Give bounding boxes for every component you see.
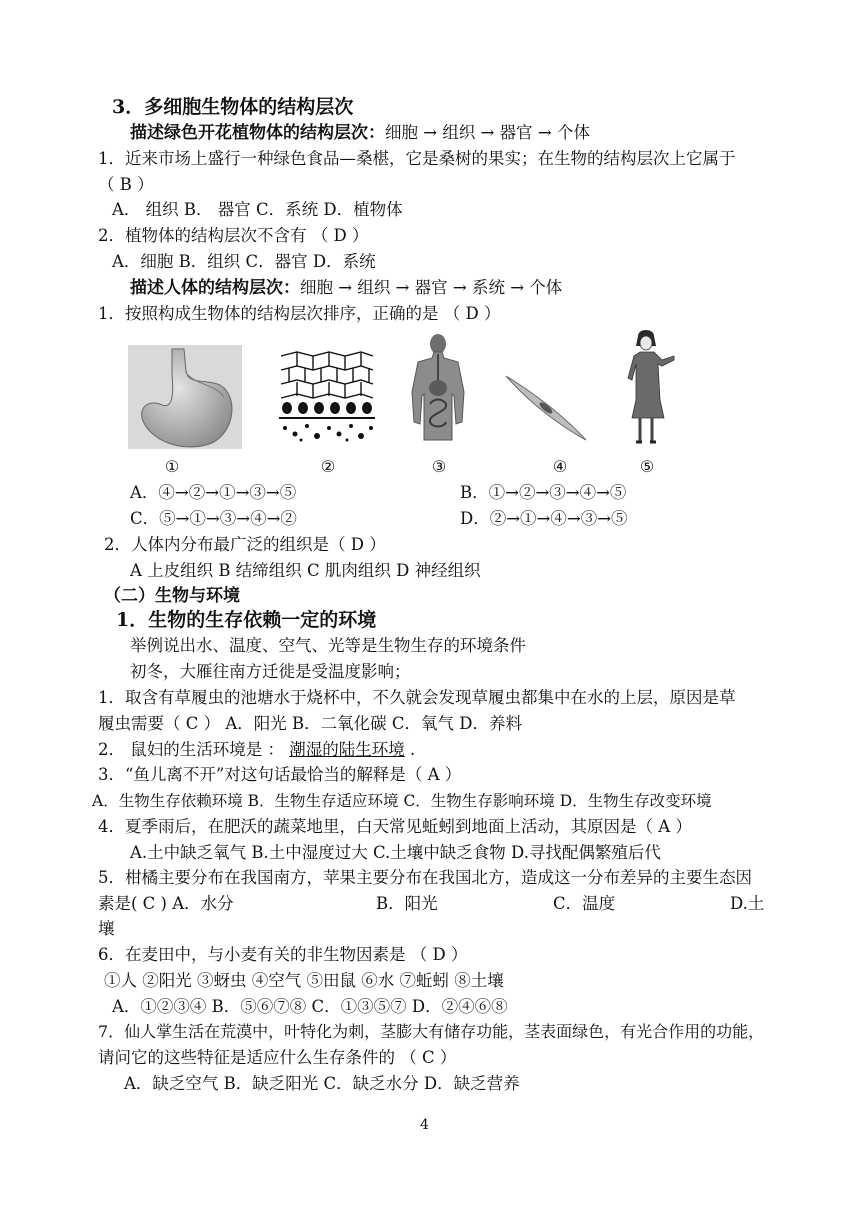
human-hierarchy-line (130, 277, 562, 299)
question-text: 3．“鱼儿离不开”对这句话最恰当的解释是（ A ） (98, 765, 462, 784)
figure-label: ④ (552, 457, 568, 476)
question-options: A．缺乏空气 B．缺乏阳光 C．缺乏水分 D．缺乏营养 (124, 1074, 520, 1093)
paragraph: 初冬，大雁往南方迁徙是受温度影响； (130, 662, 411, 681)
option-c: C．温度 (553, 894, 616, 913)
question-options: A．细胞 B．组织 C．器官 D．系统 (112, 252, 376, 271)
plant-hierarchy-label: 描述绿色开花植物体的结构层次： (130, 123, 385, 143)
subsection-title: 1．生物的生存依赖一定的环境 (116, 609, 377, 631)
question-options: A． 组织 B． 器官 C．系统 D．植物体 (112, 200, 403, 219)
plant-hierarchy-line (130, 122, 590, 144)
section-title: 3．多细胞生物体的结构层次 (112, 96, 354, 118)
option-b: B．阳光 (376, 894, 438, 913)
figure-label: ③ (431, 457, 447, 476)
option-d: D．②→①→④→③→⑤ (460, 509, 628, 528)
stomach-figure (128, 345, 242, 449)
human-hierarchy-sequence: 细胞 → 组织 → 器官 → 系统 → 个体 (300, 278, 563, 297)
question-text: 履虫需要（ C ） A．阳光 B．二氧化碳 C．氧气 D．养料 (98, 714, 522, 733)
page-number: 4 (420, 1117, 429, 1133)
question-text: 素是( C ) A．水分 (98, 894, 234, 913)
question-text: 1．取含有草履虫的池塘水于烧杯中，不久就会发现草履虫都集中在水的上层，原因是草 (98, 688, 736, 707)
epithelial-tissue-figure (277, 348, 377, 444)
question-text: 4．夏季雨后，在肥沃的蔬菜地里，白天常见蚯蚓到地面上活动，其原因是（ A ） (98, 817, 692, 836)
underlined-answer: 潮湿的陆生环境 (289, 740, 405, 759)
question-answer: （ B ） (98, 175, 154, 194)
question-options: A．生物生存依赖环境 B．生物生存适应环境 C．生物生存影响环境 D．生物生存改变环境 (92, 792, 712, 810)
figure-label: ② (320, 457, 336, 476)
question-text: 5．柑橘主要分布在我国南方，苹果主要分布在我国北方，造成这一分布差异的主要生态因 (98, 868, 752, 887)
plant-hierarchy-sequence: 细胞 → 组织 → 器官 → 个体 (385, 123, 590, 142)
question-text: 2．人体内分布最广泛的组织是（ D ） (104, 535, 386, 554)
option-c: C．⑤→①→③→④→② (130, 509, 297, 528)
human-hierarchy-label: 描述人体的结构层次： (130, 278, 300, 298)
paragraph: 举例说出水、温度、空气、光等是生物生存的环境条件 (130, 636, 526, 655)
question-text: 6．在麦田中，与小麦有关的非生物因素是 （ D ） (98, 945, 468, 964)
person-figure (624, 330, 676, 448)
option-b: B．①→②→③→④→⑤ (460, 483, 627, 502)
question-options: A.土中缺乏氧气 B.土中湿度过大 C.土壤中缺乏食物 D.寻找配偶繁殖后代 (130, 843, 661, 862)
muscle-cell-figure (502, 370, 590, 446)
section-title: （二）生物与环境 (104, 586, 240, 606)
question-text: 2．植物体的结构层次不含有 （ D ） (98, 226, 369, 245)
question-text: 请问它的这些特征是适应什么生存条件的 （ C ） (98, 1048, 457, 1067)
option-a: A．④→②→①→③→⑤ (130, 483, 297, 502)
question-options: A 上皮组织 B 结缔组织 C 肌肉组织 D 神经组织 (130, 561, 481, 580)
question-text: 7．仙人掌生活在荒漠中，叶特化为刺，茎膨大有储存功能，茎表面绿色，有光合作用的功能， (98, 1022, 765, 1041)
question-options: A．①②③④ B．⑤⑥⑦⑧ C．①③⑤⑦ D．②④⑥⑧ (112, 997, 508, 1016)
question-prefix: 2． 鼠妇的生活环境是 ： (98, 740, 290, 759)
figure-label: ① (164, 457, 180, 476)
question-text (98, 739, 415, 761)
question-text: 1．按照构成生物体的结构层次排序，正确的是 （ D ） (98, 304, 501, 323)
figure-label: ⑤ (639, 457, 655, 476)
option-d: D.土 (730, 894, 765, 913)
question-text: 1．近来市场上盛行一种绿色食品—桑椹，它是桑树的果实；在生物的结构层次上它属于 (98, 149, 736, 168)
question-text: 壤 (98, 919, 115, 938)
question-items: ①人 ②阳光 ③蚜虫 ④空气 ⑤田鼠 ⑥水 ⑦蚯蚓 ⑧土壤 (104, 971, 504, 990)
question-suffix: . (404, 740, 416, 759)
human-body-figure (408, 332, 468, 450)
